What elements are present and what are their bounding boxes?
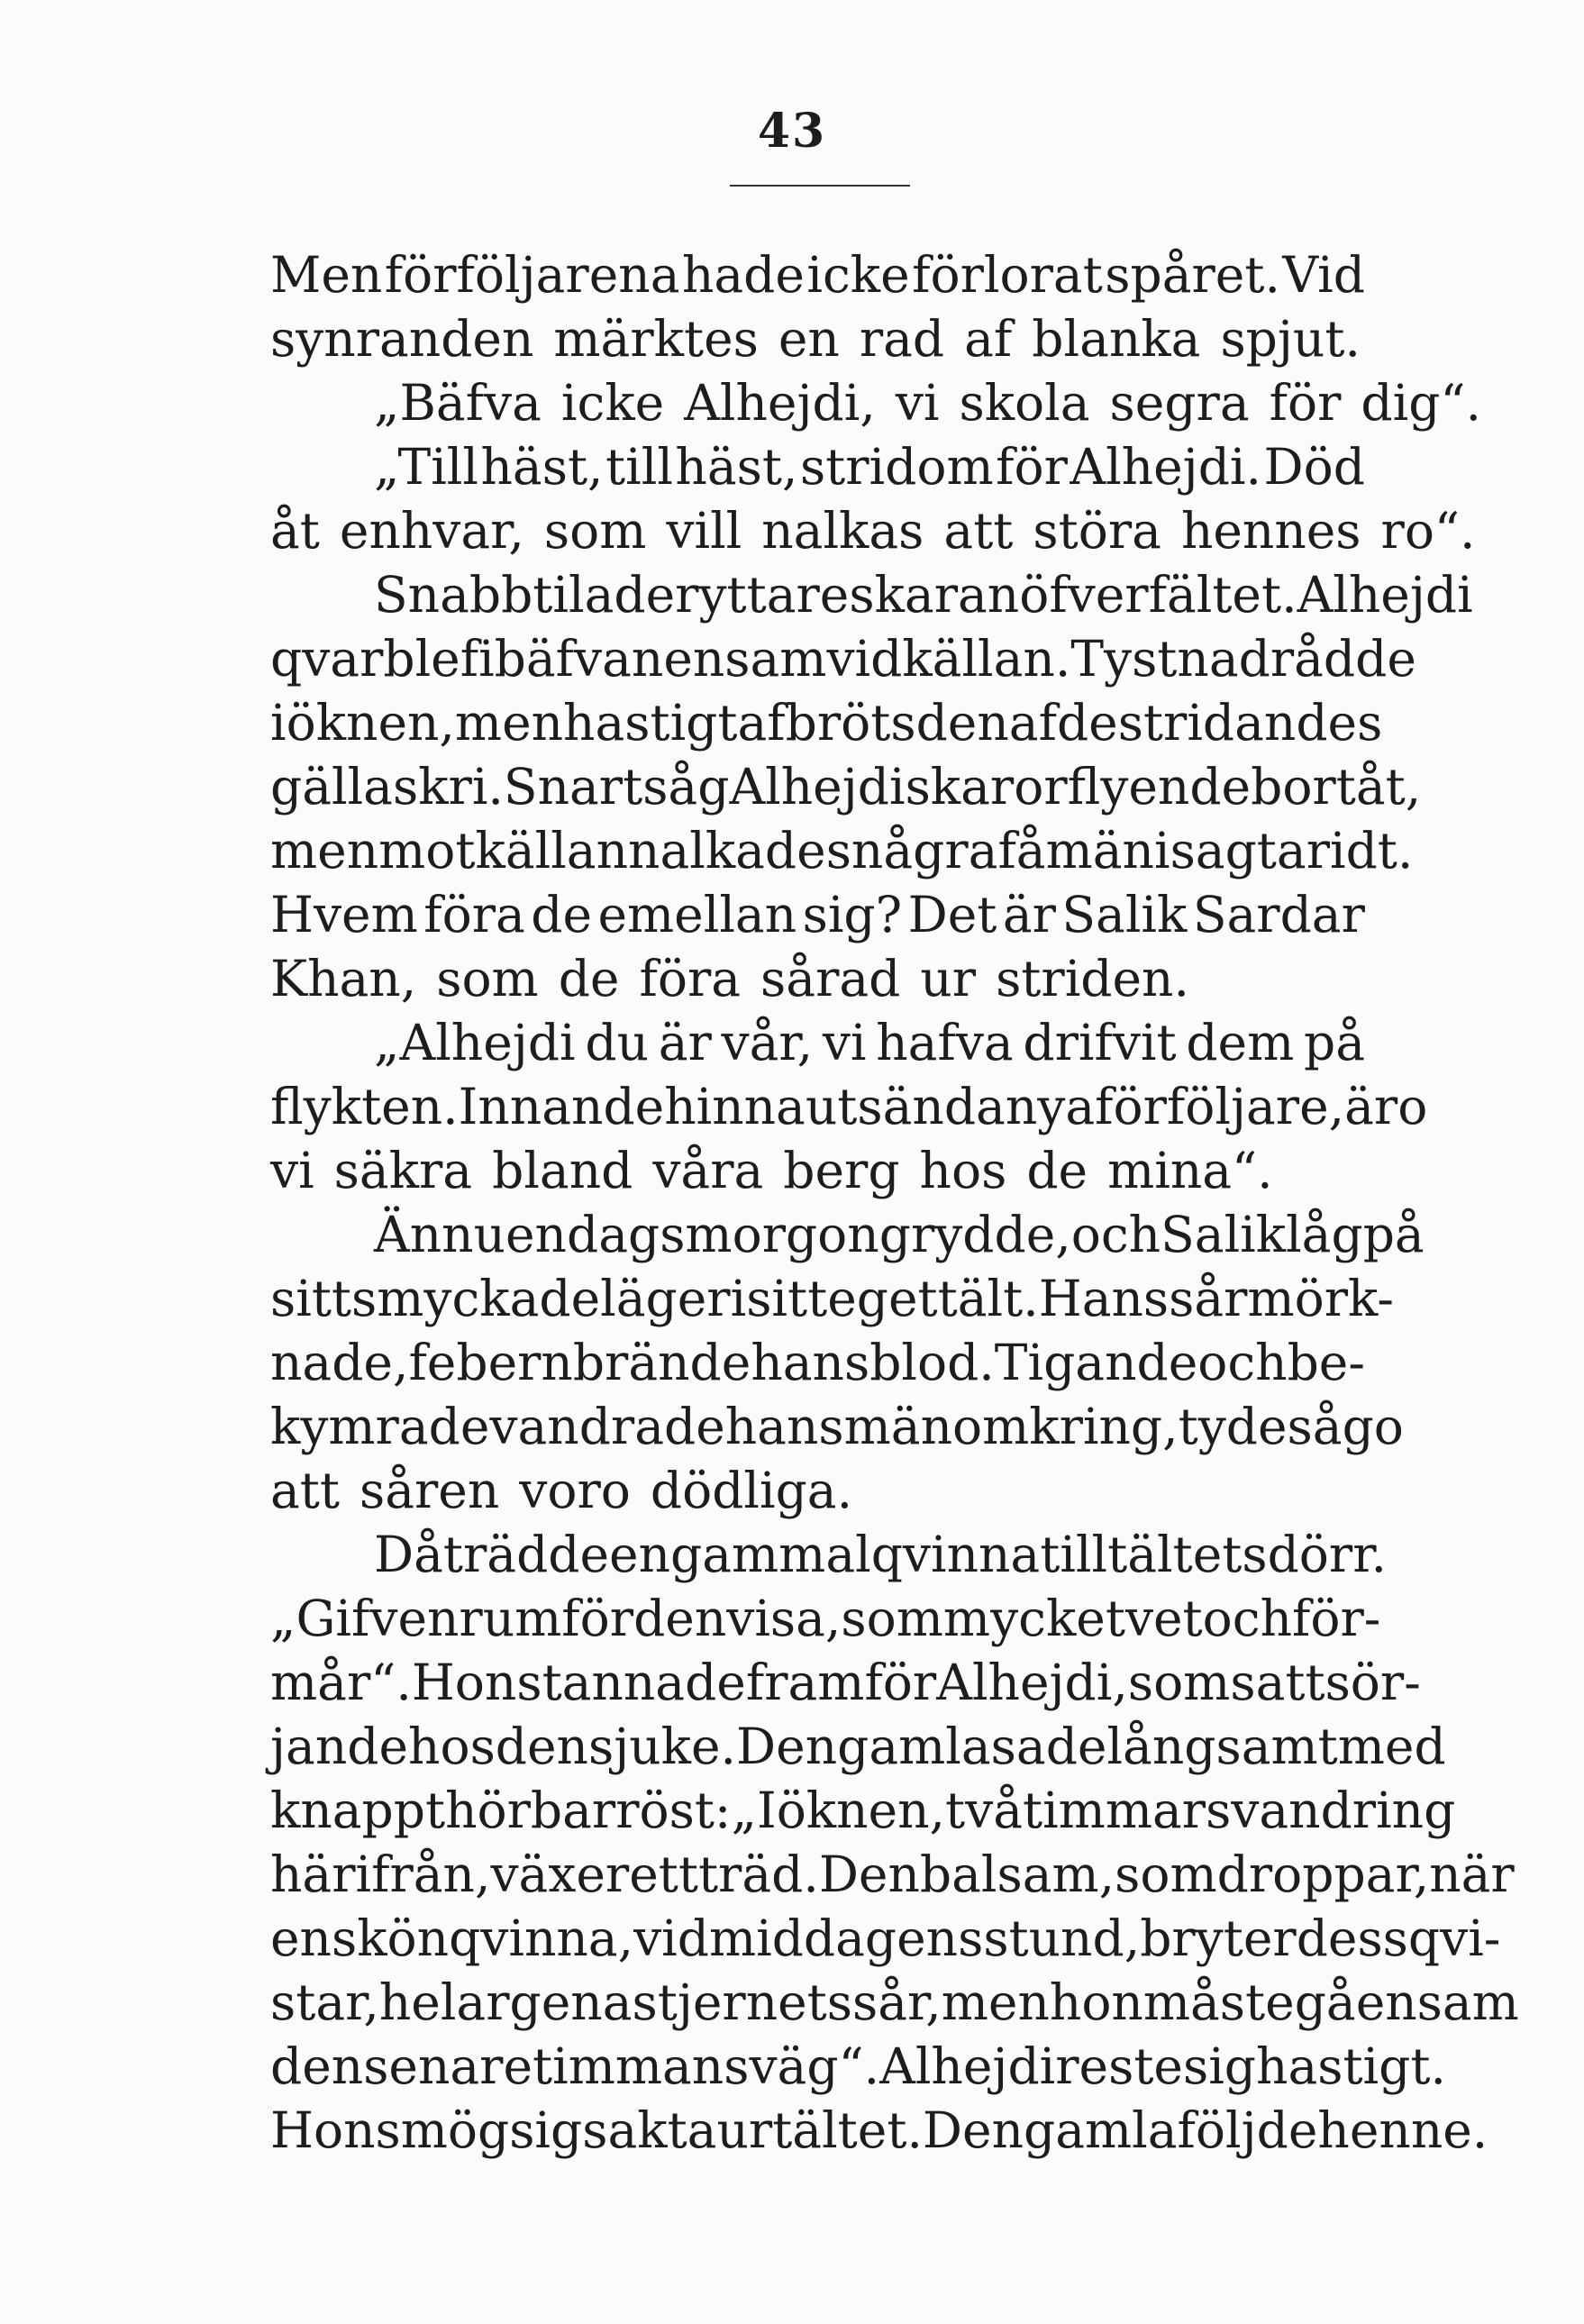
word: de [531, 886, 593, 943]
word: helar [378, 1973, 510, 2031]
word: brände [572, 1334, 751, 1391]
word: blod. [869, 1334, 995, 1391]
word: som [543, 502, 647, 560]
word: spåret. [1105, 246, 1280, 304]
word: rum [459, 1590, 562, 1647]
word: hörbar [445, 1782, 616, 1839]
word: Alhejdi [879, 2037, 1056, 2095]
word: sade [990, 1718, 1107, 1775]
word: sår [1169, 1270, 1248, 1327]
word: Snabbt [374, 566, 553, 624]
word: äro [1344, 1078, 1428, 1135]
word: kymrade [270, 1398, 490, 1455]
word: fältet. [1148, 566, 1297, 624]
text-line [270, 1779, 1456, 1843]
text-line [270, 563, 1473, 627]
word: som [436, 950, 539, 1007]
word: „Bäfva [374, 374, 542, 432]
word: jande [270, 1718, 409, 1775]
word: Den [922, 2101, 1024, 2159]
word: följde [1177, 2101, 1318, 2159]
word: föra [639, 950, 742, 1007]
word: en [778, 310, 840, 368]
word: bäfvan [494, 630, 664, 688]
word: hans [724, 1398, 844, 1455]
word: Alhejdi. [1070, 438, 1262, 496]
word: mot [378, 822, 476, 879]
word: star, [270, 1973, 379, 2031]
word: spjut. [1220, 310, 1361, 368]
word: striden. [996, 950, 1189, 1007]
word: trädde [442, 1526, 610, 1583]
word: rådde [1270, 630, 1416, 688]
word: sårad [760, 950, 901, 1007]
text-line [270, 1331, 1365, 1395]
word: män [1045, 822, 1154, 879]
word: ilade [552, 566, 676, 624]
word: bortåt, [1251, 758, 1422, 816]
word: de [558, 950, 620, 1007]
text-line [270, 1587, 1381, 1651]
word: sitt [270, 1270, 352, 1327]
word: Salik [1061, 886, 1188, 943]
word: med [1337, 1718, 1446, 1775]
word: „Gifven [270, 1590, 460, 1647]
word: timmans [533, 2037, 750, 2095]
word: „Alhejdi [374, 1014, 576, 1071]
word: stannade [516, 1654, 746, 1711]
text-line [270, 1075, 1428, 1139]
word: af [964, 310, 1013, 368]
word: Död [1263, 438, 1365, 496]
word: att [943, 502, 1014, 560]
word: några [851, 822, 998, 879]
word: stund, [983, 1909, 1141, 1967]
word: hos [919, 1142, 1007, 1199]
word: qvi- [1407, 1909, 1501, 1967]
word: på [1362, 1206, 1425, 1263]
word: vi [895, 374, 940, 432]
word: den [270, 2037, 364, 2095]
text-line [270, 883, 1365, 947]
word: genast [509, 1973, 678, 2031]
word: hans [751, 1334, 870, 1391]
word: ett [629, 1846, 698, 1903]
word: sig? [802, 886, 903, 943]
word: gå [1294, 1973, 1356, 2031]
word: vet [1124, 1590, 1203, 1647]
word: Tigande [994, 1334, 1198, 1391]
word: hafva [876, 1014, 1014, 1071]
word: „Till [374, 438, 478, 496]
word: för [1269, 374, 1342, 432]
word: visa, [726, 1590, 842, 1647]
text-line [270, 819, 1414, 883]
word: gamla [1024, 2101, 1178, 2159]
word: och [1197, 1334, 1288, 1391]
word: säkra [333, 1142, 473, 1199]
word: dig“. [1361, 374, 1481, 432]
word: vid [826, 630, 903, 688]
word: eget [827, 1270, 938, 1327]
text-line [270, 1651, 1421, 1715]
word: mycket [942, 1590, 1125, 1647]
word: Alhejdi, [936, 1654, 1128, 1711]
word: Alhejdi, [684, 374, 876, 432]
word: läger [600, 1270, 731, 1327]
word: i [478, 630, 495, 688]
word: droppar, [1216, 1846, 1430, 1903]
word: i [270, 694, 287, 752]
word: bryter [1140, 1909, 1297, 1967]
word: öknen, [286, 694, 455, 752]
page-number: 43 [757, 104, 827, 159]
word: men [941, 1973, 1050, 2031]
word: den [495, 1718, 588, 1775]
word: jernets [677, 1973, 853, 2031]
word: störa [1033, 502, 1161, 560]
word: vi [270, 1142, 314, 1199]
word: dags [566, 1206, 686, 1263]
word: för [561, 1590, 634, 1647]
word: såren [360, 1462, 500, 1519]
word: i [730, 1270, 747, 1327]
word: dödliga. [650, 1462, 853, 1519]
word: Men [270, 246, 383, 304]
word: gammal [670, 1526, 871, 1583]
word: för- [1292, 1590, 1381, 1647]
word: hon [1049, 1973, 1143, 2031]
word: en [505, 1206, 567, 1263]
word: flyende [1067, 758, 1252, 816]
text-line [270, 1843, 1515, 1907]
word: ur [716, 2101, 773, 2159]
word: timmars [1022, 1782, 1232, 1839]
word: nade, [270, 1334, 409, 1391]
word: be- [1287, 1334, 1365, 1391]
word: ensam [1355, 1973, 1519, 2031]
text-line [270, 1139, 1365, 1203]
word: qvarblef [270, 630, 479, 688]
word: vid [633, 1909, 709, 1967]
text-line [270, 947, 1365, 1011]
word: du [585, 1014, 649, 1071]
word: föra [423, 886, 525, 943]
word: senare [363, 2037, 533, 2095]
word: häst, [480, 438, 604, 496]
text-line [270, 435, 1365, 499]
word: ensam [663, 630, 827, 688]
word: som [1115, 1846, 1217, 1903]
word: ro“. [1380, 502, 1476, 560]
word: den [633, 1590, 727, 1647]
text-line [270, 499, 1476, 563]
word: vi [822, 1014, 867, 1071]
word: ryttareskaran [675, 566, 1020, 624]
word: drifvit [1023, 1014, 1177, 1071]
text-line [270, 1267, 1394, 1331]
word: berg [783, 1142, 900, 1199]
word: icke [806, 246, 910, 304]
word: Ännu [374, 1206, 505, 1263]
word: men [270, 822, 379, 879]
word: träd. [697, 1846, 819, 1903]
word: våra [652, 1142, 764, 1199]
word: de [1056, 694, 1118, 752]
text-line [270, 307, 1365, 371]
word: af [1008, 694, 1057, 752]
word: synranden [270, 310, 534, 368]
word: såg [642, 758, 730, 816]
word: qvinna [870, 1526, 1041, 1583]
word: Det [907, 886, 997, 943]
word: balsam, [919, 1846, 1115, 1903]
word: ur [920, 950, 977, 1007]
word: låg [1286, 1206, 1363, 1263]
word: blanka [1032, 310, 1201, 368]
text-line [270, 371, 1481, 435]
word: hade [681, 246, 805, 304]
word: Hvem [270, 886, 418, 943]
word: sitt [746, 1270, 828, 1327]
word: qvinna, [449, 1909, 634, 1967]
word: sig [1182, 2037, 1257, 2095]
text-line [270, 1907, 1501, 1971]
word: de [1225, 1398, 1288, 1455]
word: röst: [615, 1782, 732, 1839]
word: Den [736, 1718, 838, 1775]
word: Innan [458, 1078, 604, 1135]
text-line [270, 2099, 1488, 2163]
word: förlorat [912, 246, 1103, 304]
word: en [609, 1526, 671, 1583]
word: Då [374, 1526, 443, 1583]
word: öfver [1019, 566, 1149, 624]
word: sagta [1170, 822, 1306, 879]
word: henne. [1317, 2101, 1488, 2159]
word: vill [666, 502, 742, 560]
word: vandrade [489, 1398, 725, 1455]
word: sågo [1287, 1398, 1404, 1455]
word: segra [1109, 374, 1250, 432]
word: och [1070, 1206, 1161, 1263]
word: ty [1178, 1398, 1226, 1455]
word: förföljarena [384, 246, 680, 304]
text-line [270, 1971, 1519, 2035]
word: för [996, 438, 1068, 496]
word: och [1202, 1590, 1293, 1647]
word: rad [859, 310, 945, 368]
word: Snart [503, 758, 643, 816]
word: stridandes [1117, 694, 1383, 752]
word: häst, [675, 438, 798, 496]
word: Vid [1282, 246, 1365, 304]
word: tält. [937, 1270, 1039, 1327]
word: Khan, [270, 950, 417, 1007]
word: Den [818, 1846, 920, 1903]
word: få [997, 822, 1046, 879]
word: afbröts [737, 694, 916, 752]
word: Sardar [1192, 886, 1365, 943]
word: till [1040, 1526, 1108, 1583]
word: nalkades [628, 822, 851, 879]
word: tältets [1107, 1526, 1268, 1583]
word: den [915, 694, 1009, 752]
body-text [270, 243, 1519, 2163]
header-rule [730, 185, 910, 187]
text-line [270, 627, 1416, 691]
text-line [270, 1395, 1404, 1459]
word: källan. [902, 630, 1071, 688]
word: vår, [721, 1014, 814, 1071]
word: „I [731, 1782, 777, 1839]
word: dem [1186, 1014, 1295, 1071]
word: skri. [392, 758, 504, 816]
word: förföljare, [1095, 1078, 1345, 1135]
word: emellan [597, 886, 797, 943]
word: sig [509, 2101, 583, 2159]
text-line [270, 2035, 1446, 2099]
word: åt [270, 502, 320, 560]
word: smög [375, 2101, 510, 2159]
word: utsända [805, 1078, 1006, 1135]
word: två [945, 1782, 1023, 1839]
text-line [270, 1203, 1425, 1267]
word: en [270, 1909, 332, 1967]
word: satt [1230, 1654, 1325, 1711]
text-line [270, 1715, 1446, 1779]
word: hos [408, 1718, 496, 1775]
word: Alhejdi [729, 758, 906, 816]
word: hinna [664, 1078, 806, 1135]
word: Hon [411, 1654, 517, 1711]
word: när [1429, 1846, 1515, 1903]
word: män [843, 1398, 952, 1455]
word: hennes [1180, 502, 1361, 560]
word: morgon [685, 1206, 879, 1263]
word: långsamt [1106, 1718, 1338, 1775]
word: skaror [905, 758, 1068, 816]
word: de [603, 1078, 665, 1135]
word: Salik [1161, 1206, 1287, 1263]
word: som [1127, 1654, 1231, 1711]
word: växer [490, 1846, 630, 1903]
word: sjuke. [587, 1718, 737, 1775]
word: gamla [837, 1718, 991, 1775]
word: voro [519, 1462, 631, 1519]
word: till [605, 438, 673, 496]
word: på [1303, 1014, 1365, 1071]
word: hastigt. [1256, 2037, 1446, 2095]
text-line [270, 243, 1365, 307]
word: nya [1005, 1078, 1096, 1135]
word: dörr. [1267, 1526, 1387, 1583]
word: dess [1296, 1909, 1408, 1967]
word: är [1002, 886, 1056, 943]
word: flykten. [270, 1078, 459, 1135]
word: de [1026, 1142, 1088, 1199]
word: men [454, 694, 564, 752]
word: sör- [1325, 1654, 1421, 1711]
word: hastigt [563, 694, 738, 752]
word: grydde, [878, 1206, 1071, 1263]
word: att [270, 1462, 340, 1519]
word: icke [560, 374, 665, 432]
word: nalkas [761, 502, 924, 560]
text-line [270, 691, 1383, 755]
word: reste [1055, 2037, 1183, 2095]
word: stridom [799, 438, 994, 496]
word: Alhejdi [1297, 566, 1473, 624]
word: middagens [708, 1909, 984, 1967]
word: framför [745, 1654, 937, 1711]
word: mörk- [1247, 1270, 1394, 1327]
word: skola [959, 374, 1090, 432]
word: Tystnad [1070, 630, 1270, 688]
word: märktes [553, 310, 759, 368]
word: måste [1142, 1973, 1295, 2031]
text-line [270, 1523, 1387, 1587]
text-line [270, 1459, 1365, 1523]
word: öknen, [776, 1782, 946, 1839]
word: sakta [582, 2101, 717, 2159]
word: bland [492, 1142, 633, 1199]
word: härifrån, [270, 1846, 491, 1903]
word: är [658, 1014, 712, 1071]
word: omkring, [952, 1398, 1179, 1455]
word: väg“. [749, 2037, 880, 2095]
word: tältet. [772, 2101, 923, 2159]
word: mår“. [270, 1654, 412, 1711]
word: vandring [1231, 1782, 1456, 1839]
word: gälla [270, 758, 393, 816]
word: i [1153, 822, 1170, 879]
word: mina“. [1107, 1142, 1273, 1199]
word: smyckade [351, 1270, 601, 1327]
word: som [841, 1590, 943, 1647]
text-line [270, 755, 1422, 819]
word: sår, [852, 1973, 942, 2031]
word: skön [331, 1909, 450, 1967]
word: knappt [270, 1782, 446, 1839]
text-line [270, 1011, 1365, 1075]
word: ridt. [1306, 822, 1414, 879]
word: Hans [1038, 1270, 1170, 1327]
word: Hon [270, 2101, 376, 2159]
word: febern [408, 1334, 573, 1391]
word: källan [475, 822, 629, 879]
word: enhvar, [339, 502, 524, 560]
